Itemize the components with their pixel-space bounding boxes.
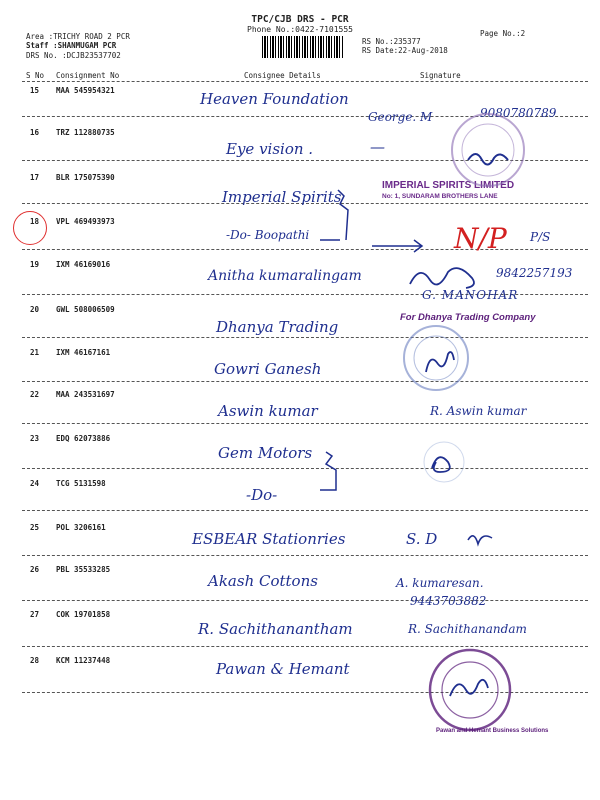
consignee-16: Eye vision .: [226, 140, 314, 158]
signature-26: A. kumaresan.: [396, 576, 484, 590]
area-label: Area :TRICHY ROAD 2 PCR: [26, 32, 130, 41]
row-sno: 27: [30, 610, 40, 619]
stamp-imperial-address: No: 1, SUNDARAM BROTHERS LANE: [382, 193, 498, 200]
phone-number: Phone No.:0422-7101555: [247, 25, 353, 34]
row-sno: 15: [30, 86, 40, 95]
row-consignment-no: KCM 11237448: [56, 656, 111, 665]
consignee-22: Aswin kumar: [218, 402, 318, 420]
row-consignment-no: BLR 175075390: [56, 173, 115, 182]
consignee-27: R. Sachithanantham: [198, 620, 353, 638]
row-consignment-no: MAA 545954321: [56, 86, 115, 95]
consignee-19: Anitha kumaralingam: [208, 268, 362, 284]
stamp-seal-16: [452, 114, 524, 186]
row-sno: 19: [30, 260, 40, 269]
row-sno: 17: [30, 173, 40, 182]
document-title: TPC/CJB DRS - PCR: [251, 14, 349, 25]
col-consignment-header: Consignment No: [56, 71, 120, 80]
consignee-26: Akash Cottons: [208, 572, 318, 590]
col-signature-header: Signature: [420, 71, 461, 80]
page-number: Page No.:2: [480, 29, 526, 38]
row-consignment-no: PBL 35533285: [56, 565, 111, 574]
row-sno: 24: [30, 479, 40, 488]
signature-15: George. M: [368, 110, 433, 124]
row-consignment-no: GWL 508006509: [56, 305, 115, 314]
signature-scribble-21: [426, 352, 454, 372]
row-sno: 21: [30, 348, 40, 357]
bracket-23-24: [320, 452, 336, 490]
signature-scribble-23: [432, 457, 450, 472]
phone-26: 9443703882: [410, 594, 487, 608]
col-consignee-header: Consignee Details: [244, 71, 321, 80]
row-consignment-no: IXM 46167161: [56, 348, 111, 357]
row-sno: 22: [30, 390, 40, 399]
signature-scribble-19: [410, 268, 474, 288]
signature-19: G. MANOHAR: [422, 288, 519, 302]
arrow-18: [372, 240, 422, 252]
stamp-imperial-spirits: IMPERIAL SPIRITS LIMITED: [382, 180, 515, 191]
phone-15: 9080780789: [480, 106, 557, 120]
consignee-28: Pawan & Hemant: [216, 660, 350, 678]
rs-number: RS No.:235377: [362, 37, 421, 46]
stamp-pawan-hemant-text: Pawan and Hemant Business Solutions: [436, 728, 549, 734]
row-consignment-no: MAA 243531697: [56, 390, 115, 399]
signature-tail-25: [468, 536, 492, 544]
row-sno: 16: [30, 128, 40, 137]
signature-scribble-16: [468, 154, 508, 165]
row-consignment-no: EDQ 62073886: [56, 434, 111, 443]
consignee-21: Gowri Ganesh: [214, 360, 322, 378]
rs-date: RS Date:22-Aug-2018: [362, 46, 448, 55]
row-consignment-no: POL 3206161: [56, 523, 106, 532]
col-sno-header: S No: [26, 71, 45, 80]
row-sno: 20: [30, 305, 40, 314]
drs-number: DRS No. :DCJB23537702: [26, 51, 121, 60]
bracket-17-18: [320, 190, 348, 240]
row-consignment-no: IXM 46169016: [56, 260, 111, 269]
signature-16: —: [370, 138, 385, 156]
consignee-15: Heaven Foundation: [200, 90, 349, 108]
row-consignment-no: VPL 469493973: [56, 217, 115, 226]
consignee-18: -Do- Boopathi: [226, 228, 310, 242]
signature-scribble-28: [450, 680, 488, 696]
consignee-17: Imperial Spirits: [222, 188, 342, 206]
row-consignment-no: COK 19701858: [56, 610, 111, 619]
phone-19: 9842257193: [496, 266, 573, 280]
ps-mark-18: P/S: [530, 230, 551, 244]
consignee-20: Dhanya Trading: [216, 318, 339, 336]
stamp-dhanya-trading: For Dhanya Trading Company: [400, 312, 536, 323]
consignee-25: ESBEAR Stationries: [192, 530, 346, 548]
signature-25: S. D: [406, 530, 438, 548]
signature-22: R. Aswin kumar: [430, 404, 527, 418]
row-sno: 28: [30, 656, 40, 665]
row-sno: 18: [30, 217, 40, 226]
row-consignment-no: TCG 5131598: [56, 479, 106, 488]
row-sno: 23: [30, 434, 40, 443]
row-sno: 25: [30, 523, 40, 532]
signature-27: R. Sachithanandam: [408, 622, 527, 636]
row-consignment-no: TRZ 112880735: [56, 128, 115, 137]
row-sno: 26: [30, 565, 40, 574]
consignee-24: -Do-: [246, 486, 278, 504]
staff-label: Staff :SHANMUGAM PCR: [26, 41, 117, 50]
consignee-23: Gem Motors: [218, 444, 313, 462]
not-present-mark: N/P: [454, 222, 507, 255]
